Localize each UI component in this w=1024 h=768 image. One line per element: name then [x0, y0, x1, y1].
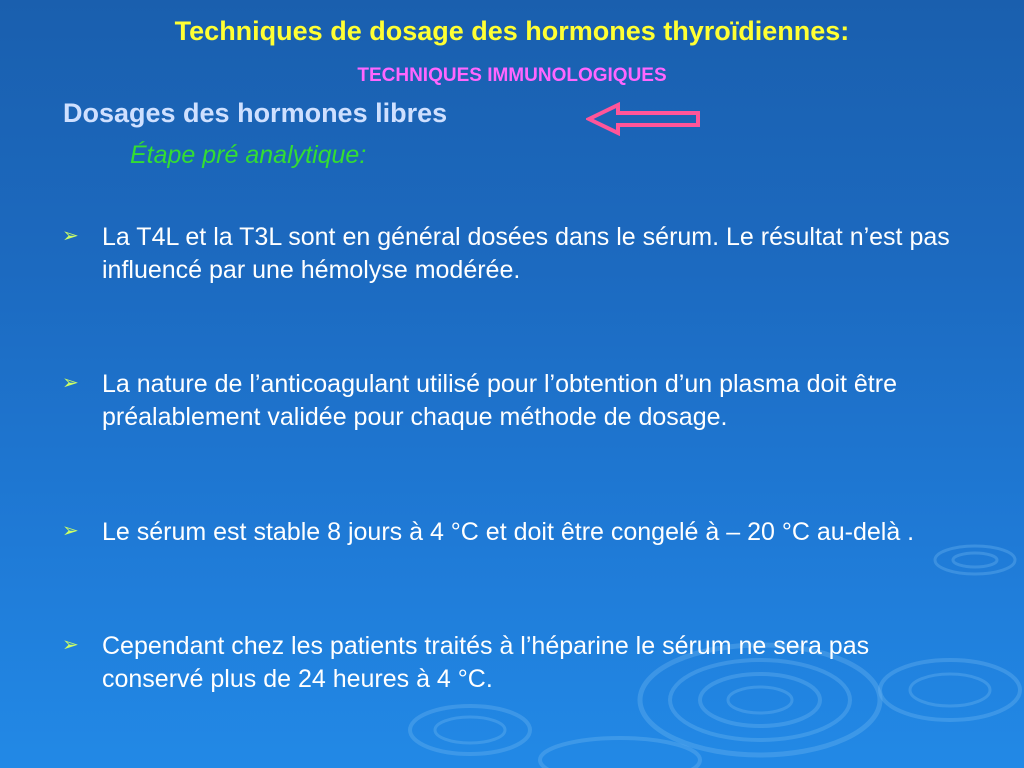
bullet-text: La nature de l’anticoagulant utilisé pour l’obtention d’un plasma doit être préalablement validée pour chaque méthode de dosage.	[102, 370, 897, 431]
chevron-right-icon: ➢	[62, 520, 79, 542]
slide-title: Techniques de dosage des hormones thyroïdiennes:	[174, 16, 850, 46]
left-arrow-icon	[586, 102, 704, 136]
chevron-right-icon: ➢	[62, 225, 79, 247]
stage-label: Étape pré analytique:	[130, 141, 367, 169]
slide-subtitle: TECHNIQUES IMMUNOLOGIQUES	[357, 65, 667, 86]
bullet-text: La T4L et la T3L sont en général dosées dans le sérum. Le résultat n’est pas influencé par une hémolyse modérée.	[102, 223, 950, 284]
section-heading: Dosages des hormones libres	[63, 98, 448, 128]
chevron-right-icon: ➢	[62, 634, 79, 656]
bullet-text: Le sérum est stable 8 jours à 4 °C et doit être congelé à – 20 °C au-delà .	[102, 518, 915, 546]
chevron-right-icon: ➢	[62, 372, 79, 394]
bullet-text: Cependant chez les patients traités à l’héparine le sérum ne sera pas conservé plus de 24 heures à 4 °C.	[102, 632, 870, 693]
